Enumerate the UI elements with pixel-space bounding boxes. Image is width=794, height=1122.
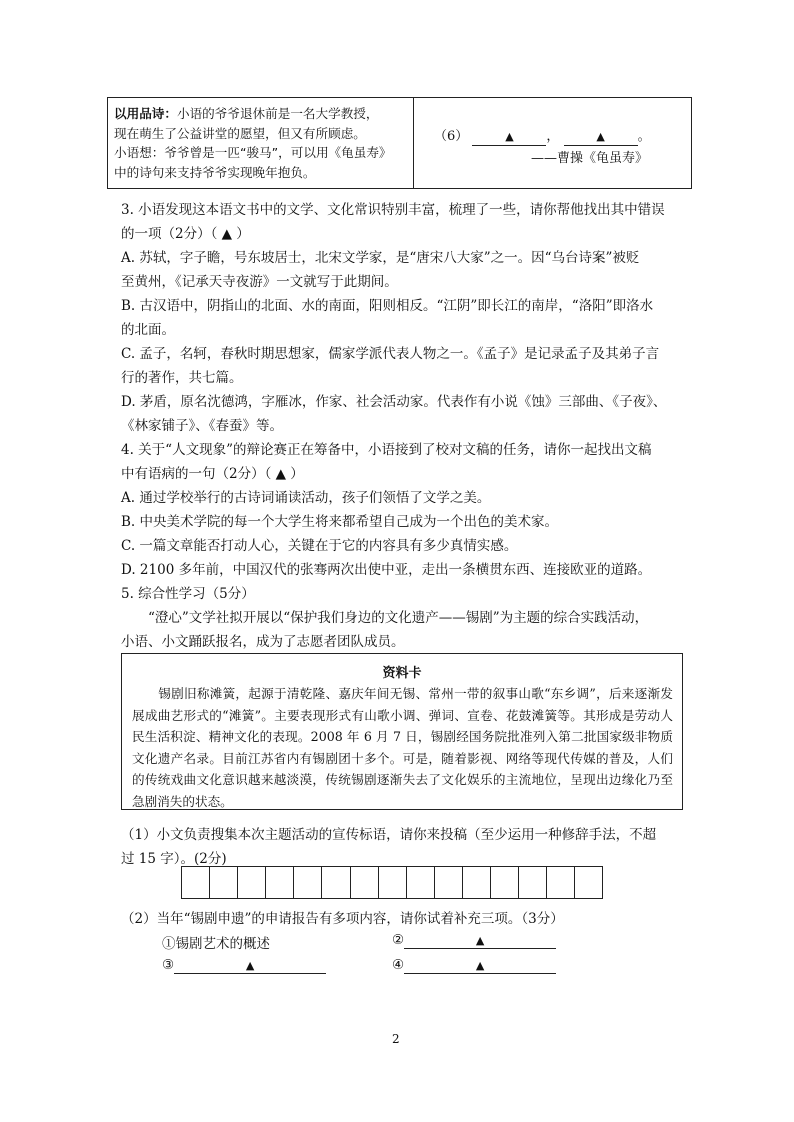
grid-cell[interactable]: [519, 866, 547, 899]
q4-option-a: A. 通过学校举行的古诗词诵读活动，孩子们领悟了文学之美。: [121, 490, 491, 506]
grid-cell[interactable]: [210, 866, 238, 899]
grid-cell[interactable]: [351, 866, 379, 899]
q3-option-d: D. 茅盾，原名沈德鸿，字雁冰，作家、社会活动家。代表作有小说《蚀》三部曲、《子夜》、: [121, 394, 667, 410]
grid-cell[interactable]: [463, 866, 491, 899]
item-1: ①锡剧艺术的概述: [162, 936, 270, 952]
q3-option-b: B. 古汉语中，阴指山的北面、水的南面，阳则相反。“江阴”即长江的南岸，“洛阳”即洛水: [121, 298, 654, 314]
q3-option-a: A. 苏轼，字子瞻，号东坡居士，北宋文学家，是“唐宋八大家”之一。因“乌台诗案”被贬: [121, 250, 640, 266]
item-2: [392, 932, 556, 949]
table-divider: [413, 98, 414, 188]
q6-comma: ，: [546, 129, 560, 144]
q3-option-b-cont: 的北面。: [121, 322, 175, 338]
q3-option-d-cont: 《林家铺子》、《春蚕》等。: [121, 418, 283, 434]
q5-intro: “澄心”文学社拟开展以“保护我们身边的文化遗产——锡剧”为主题的综合实践活动，: [148, 610, 649, 626]
poetry-table: [107, 97, 692, 189]
resource-card-body: [132, 683, 673, 812]
grid-cell[interactable]: [322, 866, 350, 899]
triangle-mark: ▲: [596, 130, 605, 143]
item-2-blank[interactable]: [404, 933, 556, 949]
triangle-mark: ▲: [245, 959, 255, 972]
q5-heading: 5. 综合性学习（5分）: [121, 586, 255, 602]
page-number: 2: [392, 1032, 400, 1046]
grid-cell[interactable]: [547, 866, 575, 899]
table-left-line: 小语的爷爷退休前是一名大学教授，: [176, 106, 379, 121]
q3-option-c: C. 孟子，名轲，春秋时期思想家，儒家学派代表人物之一。《孟子》是记录孟子及其弟子言: [121, 346, 660, 362]
grid-cell[interactable]: [491, 866, 519, 899]
item-3-label: ③: [162, 957, 175, 973]
q3-option-a-cont: 至黄州，《记承天寺夜游》一文就写于此期间。: [121, 274, 398, 290]
table-left-line: 小语想：爷爷曾是一匹“骏马”，可以用《龟虽寿》: [114, 145, 392, 160]
triangle-mark: ▲: [475, 934, 485, 947]
table-left-line: 中的诗句来支持爷爷实现晚年抱负。: [114, 164, 316, 180]
q3-option-c-cont: 行的著作，共七篇。: [121, 370, 243, 386]
grid-cell[interactable]: [575, 866, 603, 899]
q6-blank-2[interactable]: [564, 129, 638, 146]
q5-sub2: （2）当年“锡剧申遗”的申请报告有多项内容，请你试着补充三项。（3分）: [121, 911, 564, 927]
q4-line: 4. 关于“人文现象”的辩论赛正在筹备中，小语接到了校对文稿的任务，请你一起找出文稿: [121, 442, 652, 458]
grid-cell[interactable]: [238, 866, 266, 899]
triangle-mark: ▲: [505, 130, 514, 143]
q5-intro: 小语、小文踊跃报名，成为了志愿者团队成员。: [121, 634, 405, 650]
q6-source: ——曹操《龟虽寿》: [531, 151, 649, 166]
q5-sub1: （1）小文负责搜集本次主题活动的宣传标语，请你来投稿（至少运用一种修辞手法，不超: [121, 827, 657, 843]
answer-grid[interactable]: [181, 866, 603, 899]
q6-blank-1[interactable]: [472, 129, 546, 146]
q6-period: 。: [637, 129, 651, 144]
table-left-label: 以用品诗：: [114, 106, 177, 121]
triangle-mark: ▲: [475, 959, 485, 972]
grid-cell[interactable]: [294, 866, 322, 899]
table-left-line: 现在萌生了公益讲堂的愿望，但又有所顾虑。: [114, 125, 366, 141]
q6-number: （6）: [434, 129, 469, 144]
q4-option-b: B. 中央美术学院的每一个大学生将来都希望自己成为一个出色的美术家。: [121, 514, 559, 530]
grid-cell[interactable]: [435, 866, 463, 899]
item-4-label: ④: [392, 957, 405, 973]
grid-cell[interactable]: [407, 866, 435, 899]
resource-card: [121, 653, 683, 810]
resource-card-title: 资料卡: [382, 666, 422, 681]
q4-option-c: C. 一篇文章能否打动人心，关键在于它的内容具有多少真情实感。: [121, 538, 518, 554]
grid-cell[interactable]: [182, 866, 210, 899]
q6-blank-row: [434, 125, 651, 146]
q5-sub1-cont: 过 15 字）。(2分): [121, 851, 227, 867]
q3-line: 的一项（2分）（ ▲ ）: [121, 226, 250, 242]
item-3: [162, 957, 326, 974]
grid-cell[interactable]: [379, 866, 407, 899]
item-4: [392, 957, 556, 974]
q4-option-d: D. 2100 多年前，中国汉代的张骞两次出使中亚，走出一条横贯东西、连接欧亚的道路。: [121, 562, 652, 578]
resource-card-text: 锡剧旧称滩簧，起源于清乾隆、嘉庆年间无锡、常州一带的叙事山歌“东乡调”，后来逐渐发展成曲艺形式的“滩簧”。主要表现形式有山歌小调、弹词、宣卷、花鼓滩簧等。其形成是劳动人民生活积淀、精神文化的表现。2008 年 6 月 7 日，锡剧经国务院批准列入第二批国家级非物质文化遗产名录。目前江苏省内有锡剧团十多个。可是，随着影视、网络等现代传媒的普及，人们的传统戏曲文化意识越来越淡漠，传统锡剧逐渐失去了文化娱乐的主流地位，呈现出边缘化乃至急剧消失的状态。: [132, 686, 673, 809]
item-4-blank[interactable]: [404, 958, 556, 974]
item-3-blank[interactable]: [174, 958, 326, 974]
q3-line: 3. 小语发现这本语文书中的文学、文化常识特别丰富，梳理了一些，请你帮他找出其中错误: [121, 202, 665, 218]
grid-cell[interactable]: [266, 866, 294, 899]
item-2-label: ②: [392, 932, 405, 948]
table-left-cell: [114, 104, 410, 182]
q4-line: 中有语病的一句（2分）（ ▲ ）: [121, 466, 304, 482]
